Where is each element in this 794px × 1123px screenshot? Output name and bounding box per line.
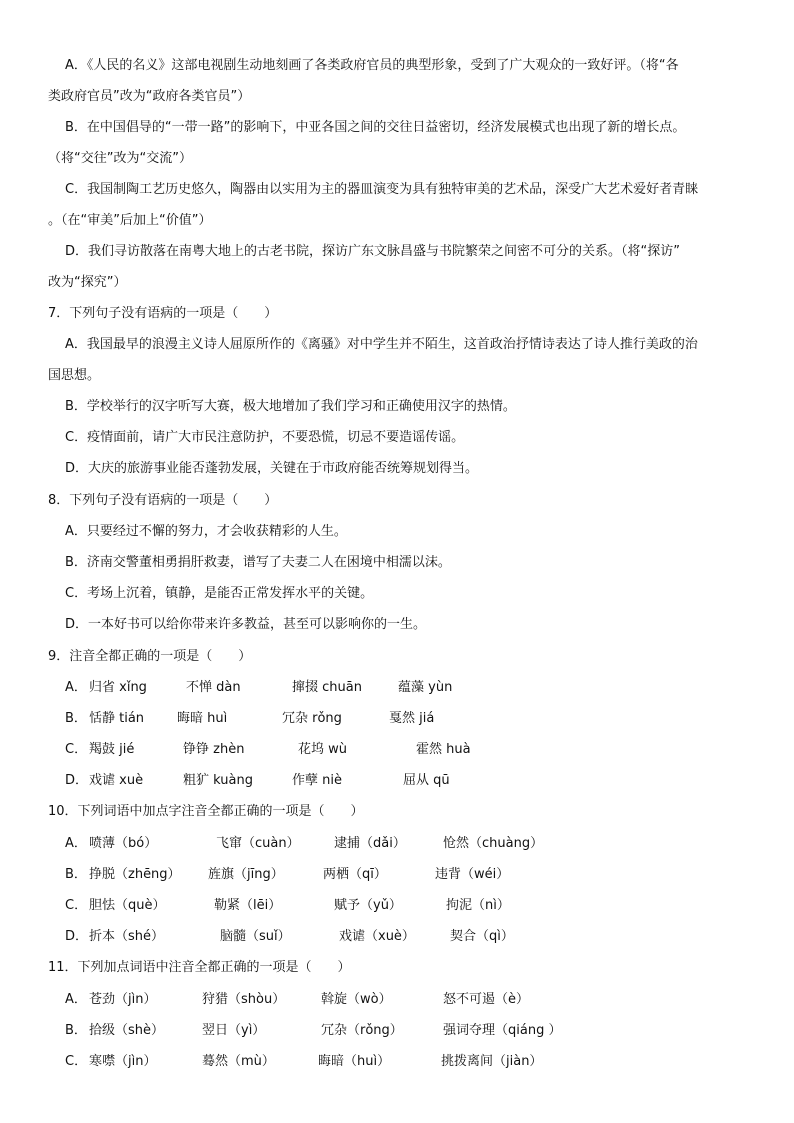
option-item: 脑髓（suǐ） [220, 929, 291, 944]
q10-option-a [0, 831, 794, 857]
q6-option-b-line2: （将“交往”改为“交流”） [48, 151, 192, 166]
q10-title: 10．下列词语中加点字注音全都正确的一项是（ ） [48, 804, 364, 819]
option-item: 苍劲（jìn） [89, 992, 157, 1007]
q7-option-d: D．大庆的旅游事业能否蓬勃发展，关键在于市政府能否统筹规划得当。 [65, 461, 479, 476]
option-item: 蓦然（mù） [202, 1054, 275, 1069]
option-item: 斡旋（wò） [321, 992, 392, 1007]
option-label: A． [65, 836, 87, 851]
option-item: 赋予（yǔ） [334, 898, 402, 913]
q7-option-b: B．学校举行的汉字听写大赛，极大地增加了我们学习和正确使用汉字的热情。 [65, 399, 516, 414]
q8-option-a: A．只要经过不懈的努力，才会收获精彩的人生。 [65, 524, 347, 539]
option-item: 戛然 jiá [389, 711, 435, 726]
option-item: 喷薄（bó） [89, 836, 158, 851]
option-item: 狩猎（shòu） [202, 992, 286, 1007]
q6-option-c-line2: 。（在“审美”后加上“价值”） [48, 213, 212, 228]
option-label: C． [65, 1054, 88, 1069]
q9-title: 9．注音全都正确的一项是（ ） [48, 649, 252, 664]
q7-option-c: C．疫情面前，请广大市民注意防护，不要恐慌，切忌不要造谣传谣。 [65, 430, 465, 445]
option-item: 撺掇 chuān [292, 680, 362, 695]
option-item: 不惮 dàn [186, 680, 241, 695]
option-item: 冗杂 rǒng [282, 711, 342, 726]
q7-option-a-line1: A．我国最早的浪漫主义诗人屈原所作的《离骚》对中学生并不陌生，这首政治抒情诗表达了诗人推行美政的治 [65, 337, 698, 352]
option-item: 翌日（yì） [202, 1023, 266, 1038]
option-item: 粗犷 kuàng [183, 773, 253, 788]
q8-option-b: B．济南交警董相勇捐肝救妻，谱写了夫妻二人在困境中相濡以沫。 [65, 555, 451, 570]
option-label: D． [65, 773, 89, 788]
option-item: 恬静 tián [89, 711, 145, 726]
q6-option-d-line2: 改为“探究”） [48, 275, 127, 290]
q6-option-a-line2: 类政府官员”改为“政府各类官员”） [48, 89, 251, 104]
option-item: 逮捕（dǎi） [334, 836, 406, 851]
option-label: B． [65, 867, 87, 882]
option-item: 拘泥（nì） [446, 898, 510, 913]
option-label: A． [65, 680, 87, 695]
option-item: 旌旗（jīng） [208, 867, 284, 882]
option-label: B． [65, 711, 87, 726]
q11-option-c [0, 1049, 794, 1075]
option-item: 蕴藻 yùn [398, 680, 453, 695]
option-item: 折本（shé） [89, 929, 165, 944]
option-label: B． [65, 1023, 87, 1038]
option-item: 晦暗 huì [177, 711, 228, 726]
option-label: C． [65, 742, 88, 757]
q6-option-d-line1: D．我们寻访散落在南粤大地上的古老书院，探访广东文脉昌盛与书院繁荣之间密不可分的关系。（将“探访” [65, 244, 680, 259]
option-item: 晦暗（huì） [318, 1054, 391, 1069]
option-item: 勒紧（lēi） [214, 898, 282, 913]
q7-title: 7．下列句子没有语病的一项是（ ） [48, 306, 278, 321]
option-item: 飞窜（cuàn） [216, 836, 300, 851]
option-item: 怆然（chuàng） [443, 836, 544, 851]
option-item: 霍然 huà [416, 742, 471, 757]
q10-option-b [0, 862, 794, 888]
option-item: 屈从 qū [403, 773, 450, 788]
q7-option-a-line2: 国思想。 [48, 368, 101, 383]
option-item: 寒噤（jìn） [89, 1054, 157, 1069]
option-item: 强词夺理（qiáng ） [443, 1023, 562, 1038]
option-item: 挑拨离间（jiàn） [441, 1054, 543, 1069]
q6-option-b-line1: B．在中国倡导的“一带一路”的影响下，中亚各国之间的交往日益密切，经济发展模式也出现了新的增长点。 [65, 120, 686, 135]
option-item: 羯鼓 jié [89, 742, 135, 757]
q8-option-d: D．一本好书可以给你带来许多教益，甚至可以影响你的一生。 [65, 617, 427, 632]
option-item: 胆怯（què） [89, 898, 166, 913]
q6-option-a-line1: A．《人民的名义》这部电视剧生动地刻画了各类政府官员的典型形象，受到了广大观众的一致好评。（将“各 [65, 58, 679, 73]
option-label: D． [65, 929, 89, 944]
option-item: 违背（wéi） [435, 867, 510, 882]
option-label: C． [65, 898, 88, 913]
q11-option-a [0, 987, 794, 1013]
option-item: 两栖（qī） [323, 867, 387, 882]
option-item: 拾级（shè） [89, 1023, 165, 1038]
option-item: 铮铮 zhèn [183, 742, 245, 757]
q9-option-d [0, 768, 794, 794]
option-item: 戏谑（xuè） [339, 929, 415, 944]
q6-option-c-line1: C．我国制陶工艺历史悠久，陶器由以实用为主的器皿演变为具有独特审美的艺术品，深受广大艺术爱好者青睐 [65, 182, 699, 197]
q9-option-b [0, 706, 794, 732]
q8-option-c: C．考场上沉着，镇静，是能否正常发挥水平的关键。 [65, 586, 374, 601]
option-item: 归省 xǐng [89, 680, 147, 695]
q9-option-c [0, 737, 794, 763]
q9-option-a [0, 675, 794, 701]
option-item: 契合（qì） [450, 929, 514, 944]
option-item: 作孽 niè [292, 773, 342, 788]
q10-option-c [0, 893, 794, 919]
option-item: 怒不可遏（è） [443, 992, 529, 1007]
option-item: 冗杂（rǒng） [321, 1023, 403, 1038]
q11-title: 11．下列加点词语中注音全都正确的一项是（ ） [48, 960, 351, 975]
option-label: A． [65, 992, 87, 1007]
q8-title: 8．下列句子没有语病的一项是（ ） [48, 493, 278, 508]
q10-option-d [0, 924, 794, 950]
option-item: 花坞 wù [298, 742, 348, 757]
option-item: 挣脱（zhēng） [89, 867, 181, 882]
option-item: 戏谑 xuè [89, 773, 144, 788]
q11-option-b [0, 1018, 794, 1044]
